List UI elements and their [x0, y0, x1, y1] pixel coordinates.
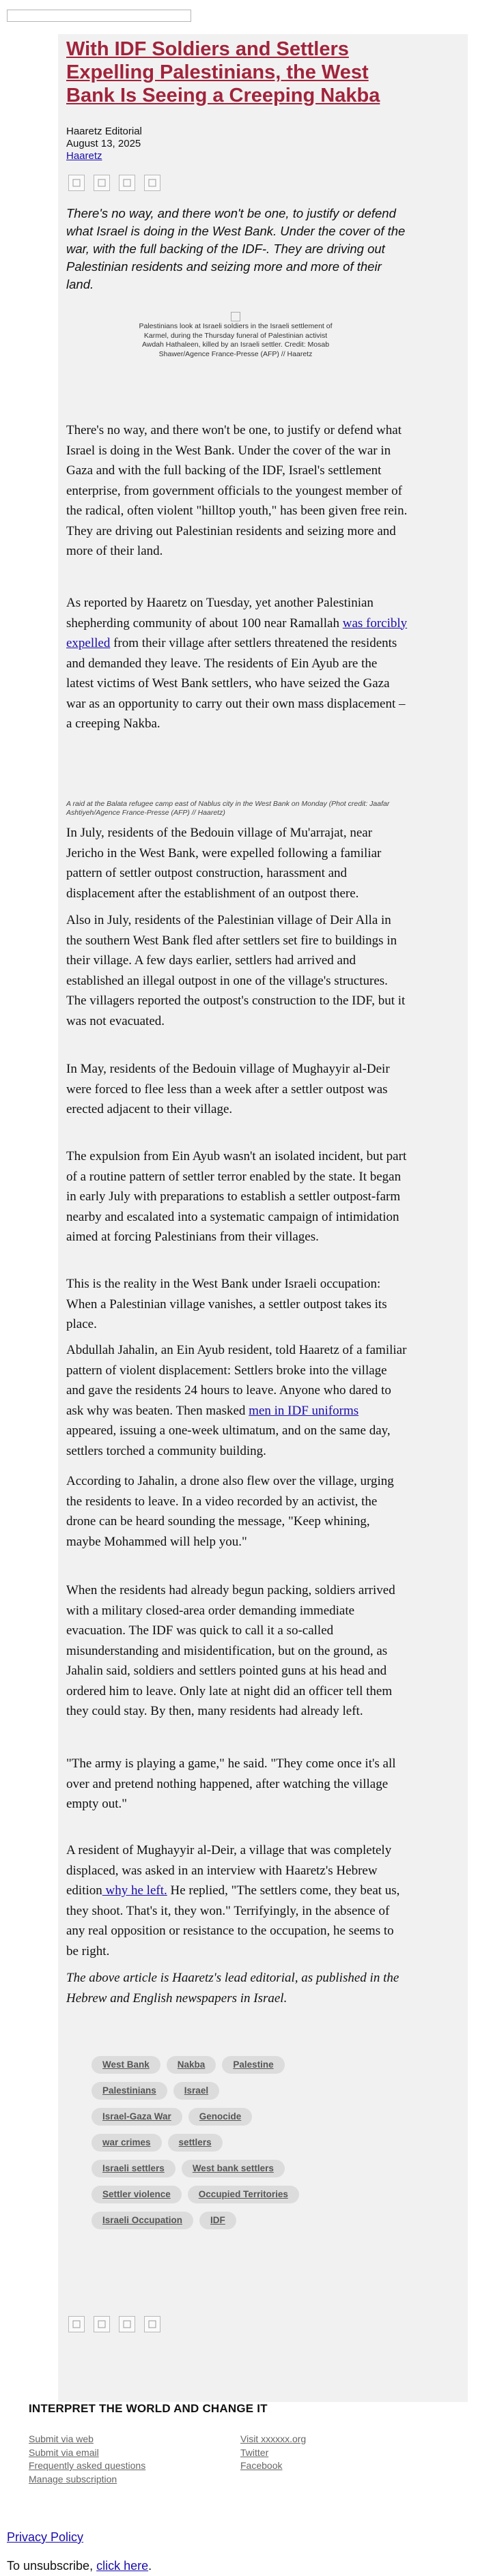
share-email-icon[interactable]	[119, 175, 135, 191]
article-meta	[66, 126, 408, 162]
tag-west-bank[interactable]: West Bank	[92, 2056, 160, 2074]
twitter-link[interactable]: Twitter	[240, 2446, 269, 2458]
tag-settlers[interactable]: settlers	[168, 2134, 223, 2152]
share-facebook-icon[interactable]	[68, 175, 85, 191]
paragraph-10: When the residents had already begun packing, soldiers arrived with a military closed-area order demanding immediate evacuation. The IDF was quick to call it a so-called misunderstanding and misidentification, but on the ground, as Jahalin said, soldiers and settlers pointed guns at his head and ordered him to leave. Only late at night did an officer tell them they could stay. By then, many residents had already left.	[66, 1583, 395, 1718]
footer-links-right	[240, 2433, 306, 2473]
tag-palestine[interactable]: Palestine	[222, 2056, 284, 2074]
paragraph-5: In May, residents of the Bedouin village of Mughayyir al-Deir were forced to flee less than a week after a settler outpost was erected adjacent to their village.	[66, 1062, 390, 1116]
footer-links-left	[29, 2433, 145, 2486]
figure-2-caption: A raid at the Balata refugee camp east of Nablus city in the West Bank on Monday (Phot credit: Jaafar Ashtiyeh/Agence France-Presse (AFP) // Haaretz)	[66, 800, 390, 817]
tag-row	[92, 2082, 219, 2100]
tag-israeli-occupation[interactable]: Israeli Occupation	[92, 2212, 193, 2229]
paragraph-4: Also in July, residents of the Palestinian village of Deir Alla in the southern West Bank fled after settlers set fire to buildings in their village. A few days earlier, settlers had arrived and established an illegal outpost in one of the village's structures. The villagers reported the outpost's construction to the IDF, but it was not evacuated.	[66, 913, 406, 1028]
tag-occupied-territories[interactable]: Occupied Territories	[188, 2186, 299, 2203]
tag-row	[92, 2212, 236, 2229]
publication-link[interactable]: Haaretz	[66, 150, 102, 162]
paragraph-2-text-end: from their village after settlers threatened the residents and demanded they leave. The residents of Ein Ayub are the latest victims of West Bank settlers, who have seized the Gaza war as an opportunity to carry out their own mass displacement – a creeping Nakba.	[66, 636, 406, 731]
facebook-link[interactable]: Facebook	[240, 2460, 283, 2471]
tag-palestinians[interactable]: Palestinians	[92, 2082, 167, 2100]
manage-subscription-link[interactable]: Manage subscription	[29, 2473, 117, 2485]
submit-email-link[interactable]: Submit via email	[29, 2446, 99, 2458]
article-headline[interactable]: With IDF Soldiers and Settlers Expelling Palestinians, the West Bank Is Seeing a Creeping Nakba	[66, 38, 380, 106]
unsubscribe-line	[7, 2559, 152, 2573]
visit-site-link[interactable]: Visit xxxxxx.org	[240, 2433, 307, 2444]
tag-israel[interactable]: Israel	[173, 2082, 219, 2100]
paragraph-12	[66, 1840, 408, 1961]
tag-israel-gaza-war[interactable]: Israel-Gaza War	[92, 2108, 182, 2126]
tag-row	[92, 2160, 285, 2177]
paragraph-11: "The army is playing a game," he said. "They come once it's all over and pretend nothing happened, after watching the village empty out."	[66, 1756, 396, 1811]
faq-link[interactable]: Frequently asked questions	[29, 2460, 146, 2471]
paragraph-2	[66, 593, 408, 734]
share-row-top	[68, 175, 160, 191]
paragraph-8	[66, 1340, 408, 1461]
paragraph-8-text-end: appeared, issuing a one-week ultimatum, and on the same day, settlers torched a community building.	[66, 1423, 391, 1458]
tag-nakba[interactable]: Nakba	[167, 2056, 216, 2074]
unsubscribe-period: .	[148, 2559, 152, 2573]
share-row-bottom	[68, 2316, 160, 2332]
article-date: August 13, 2025	[66, 138, 141, 149]
unsubscribe-link[interactable]: click here	[96, 2559, 149, 2573]
figure-1-caption: Palestinians look at Israeli soldiers in the Israeli settlement of Karmel, during the Thursday funeral of Palestinian activist Awdah Hathaleen, killed by an Israeli settler. Credit: Mosab Shawer/Agence France-Presse (AFP) // Haaretz	[139, 322, 333, 358]
tag-israeli-settlers[interactable]: Israeli settlers	[92, 2160, 175, 2177]
tag-row	[92, 2186, 299, 2203]
editorial-note: The above article is Haaretz's lead editorial, as published in the Hebrew and English newspapers in Israel.	[66, 1971, 399, 2006]
share-link-icon[interactable]	[144, 2316, 160, 2332]
figure-1	[133, 312, 338, 359]
paragraph-3: In July, residents of the Bedouin village of Mu'arrajat, near Jericho in the West Bank, were expelled following a familiar pattern of settler outpost construction, harassment and displacement after the establishment of an outpost there.	[66, 826, 382, 901]
tag-settler-violence[interactable]: Settler violence	[92, 2186, 182, 2203]
idf-uniforms-link[interactable]: men in IDF uniforms	[249, 1403, 359, 1418]
paragraph-1: There's no way, and there won't be one, to justify or defend what Israel is doing in the West Bank. Under the cover of the war in Gaza and with the full backing of the IDF, Israel's settlement enterprise, from government officials to the youngest member of the radical, often violent "hilltop youth," has been given free rein. They are driving out Palestinian residents and seizing more and more of their land.	[66, 423, 408, 558]
paragraph-8-text: Abdullah Jahalin, an Ein Ayub resident, told Haaretz of a familiar pattern of violent displacement: Settlers broke into the village and gave the residents 24 hours to leave. Anyone who dared to ask why was beaten. Then masked	[66, 1343, 407, 1418]
why-he-left-link[interactable]: why he left.	[102, 1883, 167, 1898]
paragraph-12-text-end: He replied, "The settlers come, they beat us, they shoot. That's it, they won." Terrifyingly, in the absence of any real opposition or resistance to the occupation, he seems to be right.	[66, 1883, 400, 1958]
article-author: Haaretz Editorial	[66, 126, 142, 137]
forcibly-expelled-link[interactable]: was forcibly expelled	[66, 616, 408, 650]
paragraph-12-text: A resident of Mughayyir al-Deir, a village that was completely displaced, was asked in an interview with Haaretz's Hebrew edition	[66, 1843, 392, 1898]
paragraph-6: The expulsion from Ein Ayub wasn't an isolated incident, but part of a routine pattern of settler terror enabled by the state. It began in early July with preparations to establish a settler outpost-farm nearby and escalated into a systematic campaign of intimidation aimed at forcing Palestinians from their villages.	[66, 1149, 407, 1244]
tag-row	[92, 2108, 252, 2126]
footer-cta-heading: INTERPRET THE WORLD AND CHANGE IT	[29, 2402, 268, 2415]
paragraph-2-text: As reported by Haaretz on Tuesday, yet another Palestinian shepherding community of about 100 near Ramallah	[66, 596, 374, 631]
tag-war-crimes[interactable]: war crimes	[92, 2134, 162, 2152]
share-link-icon[interactable]	[144, 175, 160, 191]
unsubscribe-text: To unsubscribe,	[7, 2559, 97, 2573]
submit-web-link[interactable]: Submit via web	[29, 2433, 94, 2444]
tag-row	[92, 2134, 223, 2152]
tag-idf[interactable]: IDF	[199, 2212, 236, 2229]
header-banner-image	[7, 10, 191, 22]
article-lede: There's no way, and there won't be one, to justify or defend what Israel is doing in the West Bank. Under the cover of the war, with the full backing of the IDF-. They are driving out Palestinian residents and seizing more and more of their land.	[66, 206, 406, 291]
figure-1-image	[231, 312, 240, 321]
tag-west-bank-settlers[interactable]: West bank settlers	[182, 2160, 285, 2177]
share-twitter-icon[interactable]	[94, 175, 110, 191]
paragraph-7: This is the reality in the West Bank under Israeli occupation: When a Palestinian village vanishes, a settler outpost takes its place.	[66, 1277, 387, 1331]
share-twitter-icon[interactable]	[94, 2316, 110, 2332]
paragraph-9: According to Jahalin, a drone also flew over the village, urging the residents to leave. In a video recorded by an activist, the drone can be heard sounding the message, "Keep whining, maybe Mohammed will help you."	[66, 1474, 394, 1549]
share-email-icon[interactable]	[119, 2316, 135, 2332]
tag-genocide[interactable]: Genocide	[188, 2108, 253, 2126]
privacy-policy-link[interactable]: Privacy Policy	[7, 2530, 84, 2544]
tag-row	[92, 2056, 285, 2074]
share-facebook-icon[interactable]	[68, 2316, 85, 2332]
